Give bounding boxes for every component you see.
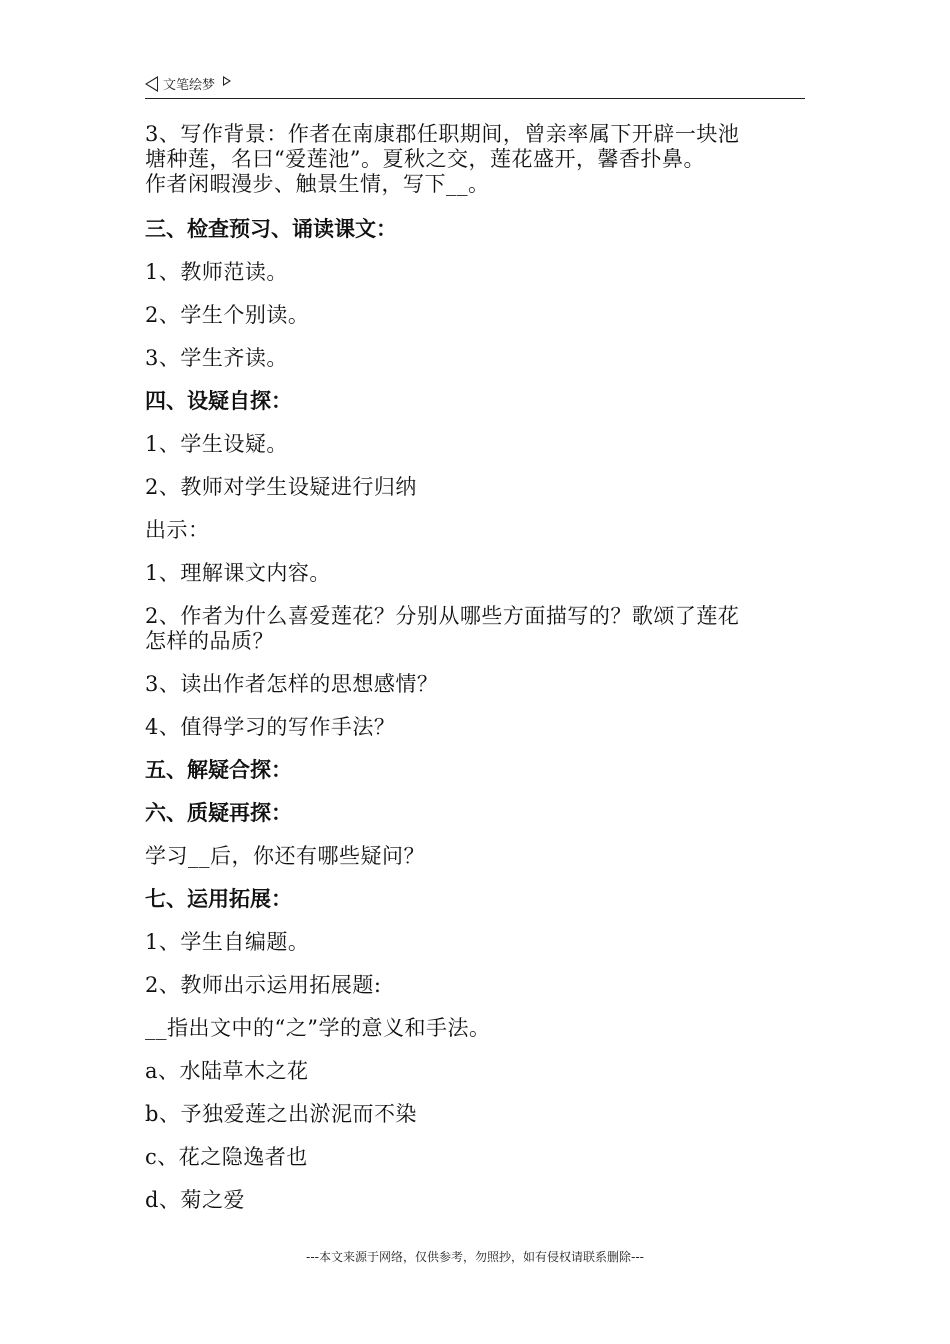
brand-logo: [145, 74, 231, 93]
show-label: 出示：: [145, 518, 210, 542]
list-item: 2、教师出示运用拓展题:: [145, 973, 382, 997]
question-line: 怎样的品质？: [145, 629, 274, 653]
option-item: d、菊之爱: [145, 1188, 245, 1212]
page-header: [145, 70, 805, 99]
question-line: 2、作者为什么喜爱莲花？分别从哪些方面描写的？歌颂了莲花: [145, 604, 740, 628]
exercise-prompt: __指出文中的“之”学的意义和手法。: [145, 1016, 491, 1040]
section-heading: 四、设疑自探：: [145, 389, 292, 413]
background-line: 塘种莲，名曰“爱莲池”。夏秋之交，莲花盛开，馨香扑鼻。: [145, 147, 705, 171]
list-item: 2、学生个别读。: [145, 303, 310, 327]
background-line: 作者闲暇漫步、触景生情，写下__。: [145, 172, 490, 196]
question-item: [145, 604, 810, 654]
question-item: 4、值得学习的写作手法？: [145, 715, 396, 739]
section-heading: 五、解疑合探：: [145, 758, 292, 782]
triangle-right-icon: [223, 76, 231, 86]
footer-disclaimer: ---本文来源于网络，仅供参考，勿照抄，如有侵权请联系删除---: [306, 1250, 644, 1264]
question-item: 1、理解课文内容。: [145, 561, 331, 585]
question-item: 3、读出作者怎样的思想感情？: [145, 672, 439, 696]
background-line: 3、写作背景：作者在南康郡任职期间，曾亲率属下开辟一块池: [145, 122, 740, 146]
section-heading: 七、运用拓展：: [145, 887, 292, 911]
list-item: 2、教师对学生设疑进行归纳: [145, 475, 417, 499]
section-text: 学习__后，你还有哪些疑问？: [145, 844, 425, 868]
list-item: 1、教师范读。: [145, 260, 288, 284]
section-heading: 六、质疑再探：: [145, 801, 292, 825]
option-item: b、予独爱莲之出淤泥而不染: [145, 1102, 417, 1126]
document-body: [145, 122, 810, 1231]
list-item: 3、学生齐读。: [145, 346, 288, 370]
list-item: 1、学生自编题。: [145, 930, 310, 954]
list-item: 1、学生设疑。: [145, 432, 288, 456]
option-item: c、花之隐逸者也: [145, 1145, 308, 1169]
background-paragraph: [145, 122, 810, 197]
triangle-left-icon: [145, 76, 158, 92]
brand-name: 文笔绘梦: [163, 78, 216, 93]
option-item: a、水陆草木之花: [145, 1059, 309, 1083]
section-heading: 三、检查预习、诵读课文：: [145, 217, 397, 241]
